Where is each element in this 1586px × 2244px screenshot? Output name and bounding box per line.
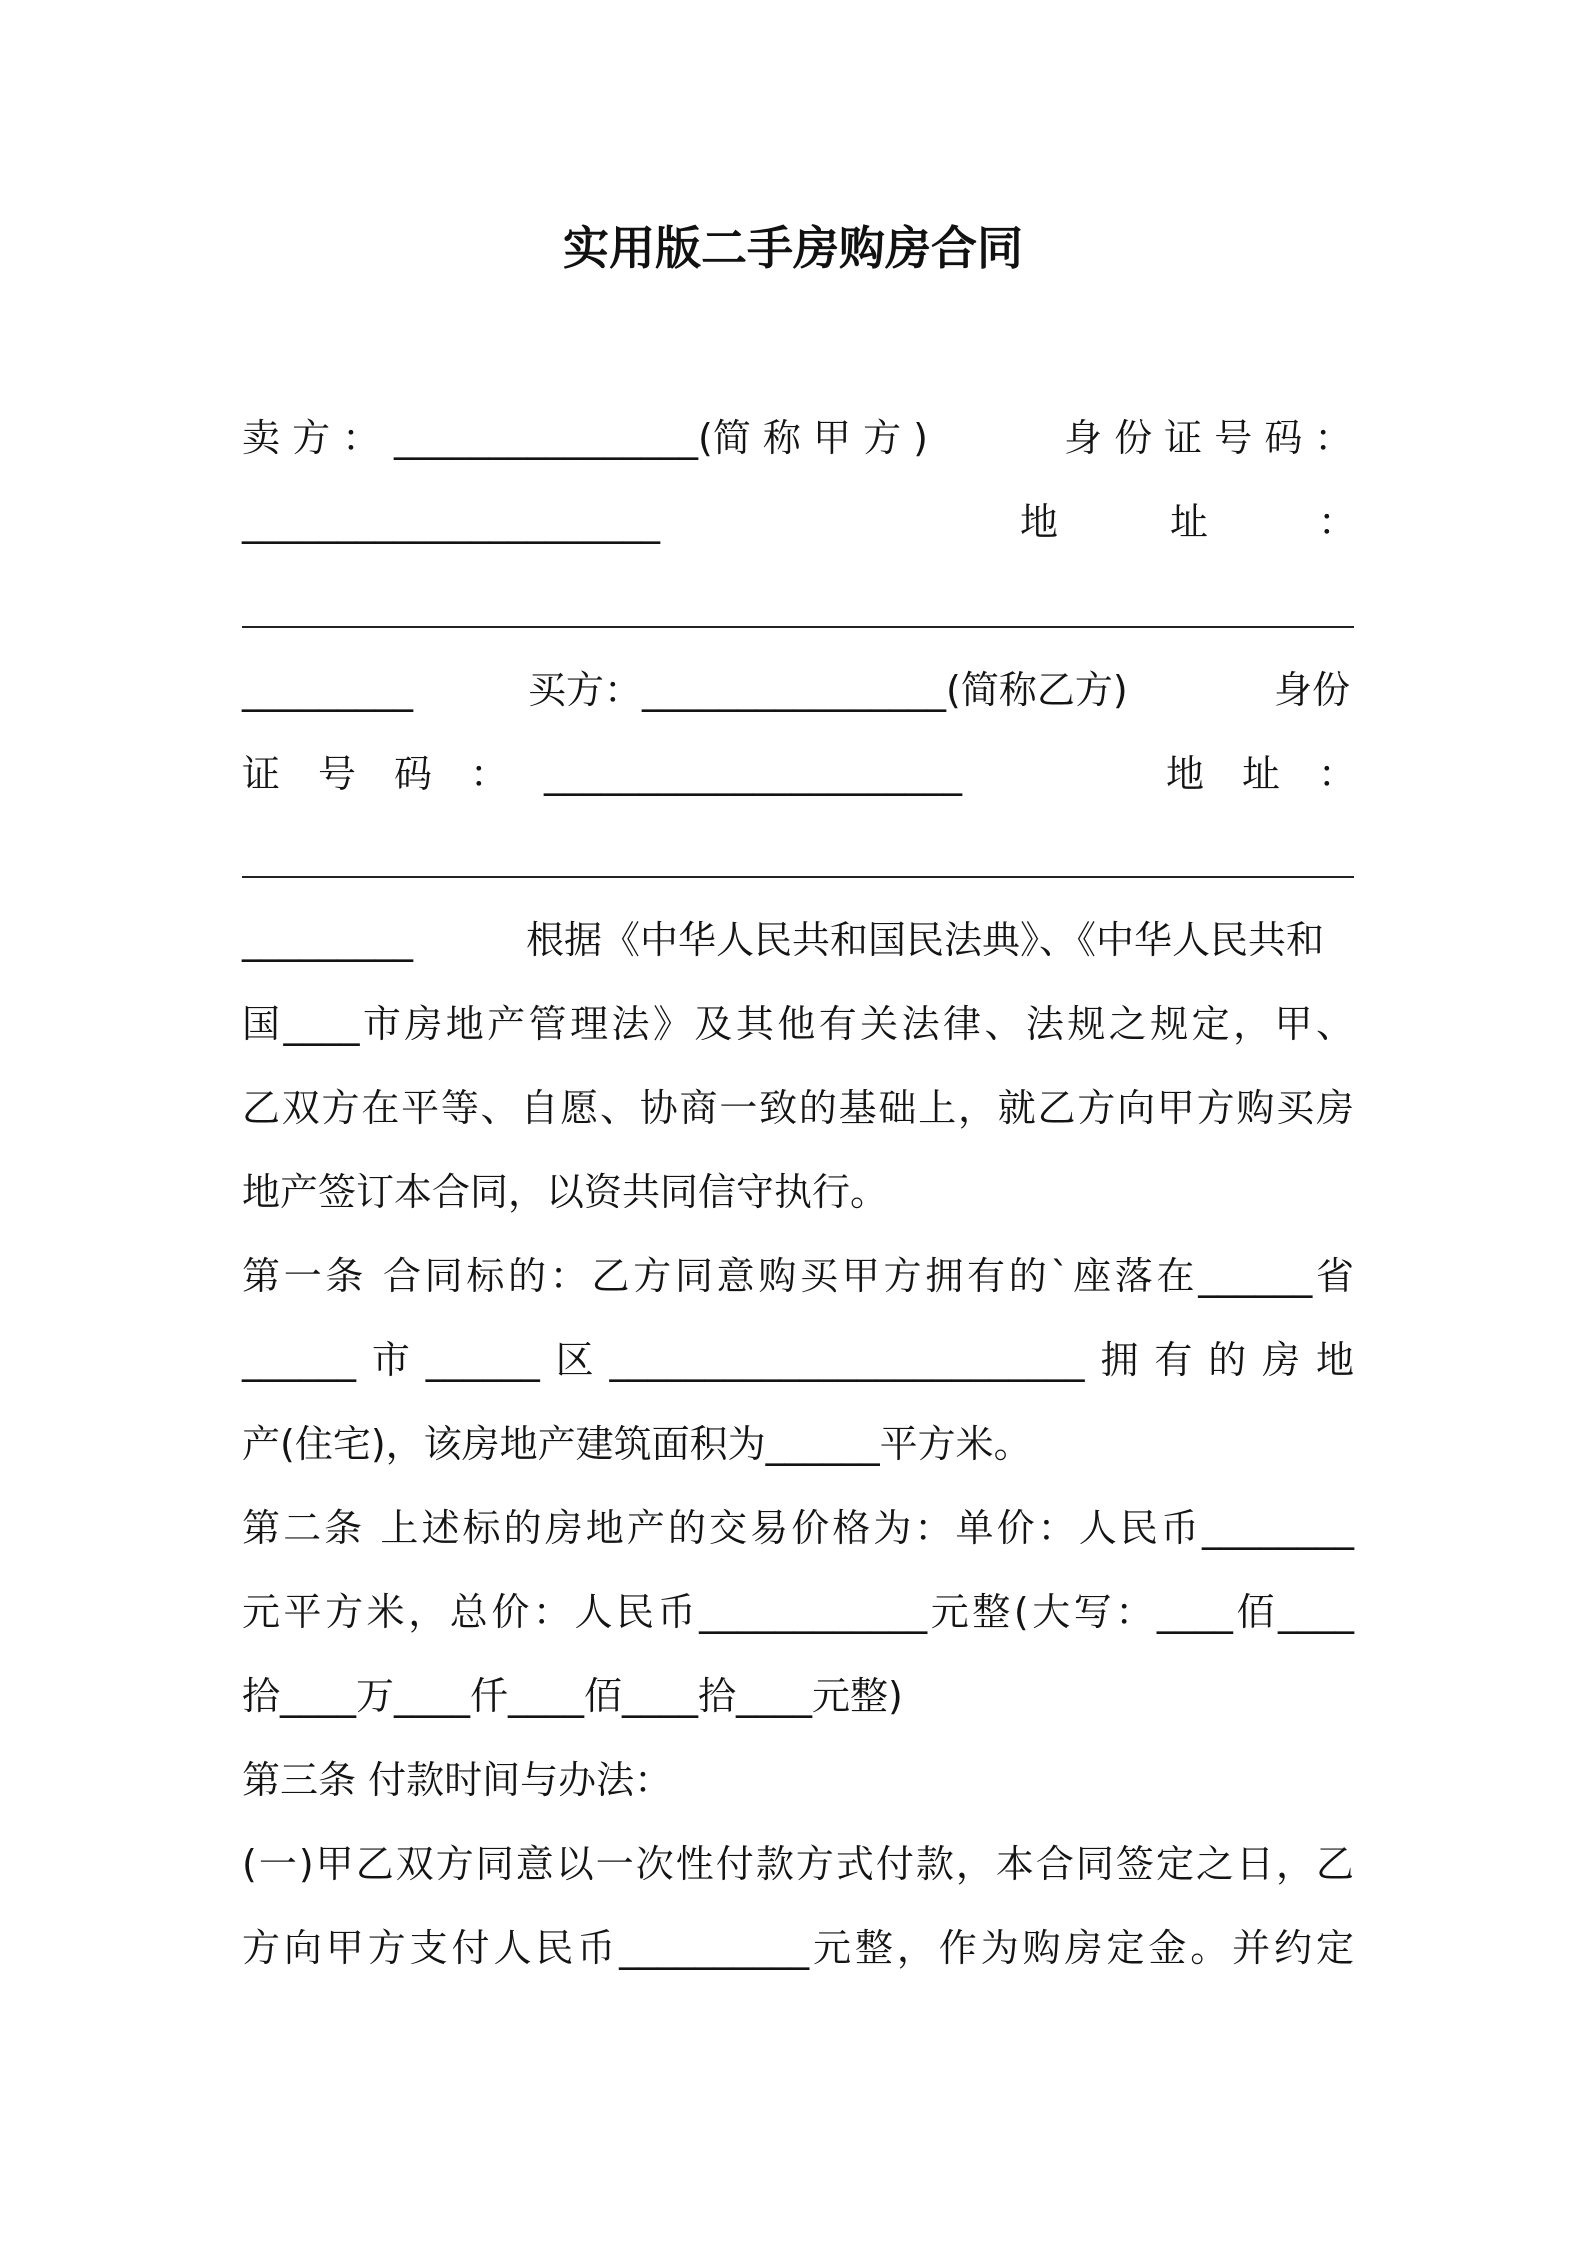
article-2-text-3: 拾____万____仟____佰____拾____元整) <box>242 1674 903 1718</box>
seller-id-blank: ______________________ <box>242 500 660 544</box>
preamble-text-start: 根据《中华人民共和国民法典》、《中华人民共和 <box>526 918 1325 962</box>
preamble-line-1 <box>242 910 1354 970</box>
address-label-colon: ： <box>1318 500 1357 544</box>
article-1-line-1 <box>242 1246 1354 1306</box>
preamble-text-4: 地产签订本合同，以资共同信守执行。 <box>242 1170 889 1214</box>
article-1-text-1: 第一条 合同标的：乙方同意购买甲方拥有的`座落在______省 <box>242 1254 1354 1298</box>
article-2-line-2 <box>242 1582 1354 1642</box>
article-1-line-2 <box>242 1330 1354 1390</box>
buyer-id-label-end: 证 号 码 ： <box>242 752 509 796</box>
article-1-text-2: ______市______区_________________________拥有的房地 <box>242 1338 1354 1382</box>
article-1-line-3 <box>242 1414 1354 1474</box>
preamble-line-3 <box>242 1078 1354 1138</box>
article-3-line-2 <box>242 1918 1354 1978</box>
article-3-line-1 <box>242 1834 1354 1894</box>
preamble-text-2: 国____市房地产管理法》及其他有关法律、法规之规定，甲、 <box>242 1002 1354 1046</box>
preamble-text-3: 乙双方在平等、自愿、协商一致的基础上，就乙方向甲方购买房 <box>242 1086 1354 1130</box>
address-label-di: 地 <box>1020 500 1059 544</box>
buyer-label: 买方：________________(简称乙方) <box>528 668 1128 712</box>
seller-name-blank: ________________(简 称 甲 方 ) <box>394 416 928 460</box>
article-3-heading: 第三条 付款时间与办法： <box>242 1758 673 1802</box>
article-3-heading-line <box>242 1750 1354 1810</box>
address-label-zhi: 址 <box>1170 500 1209 544</box>
preamble-line-4 <box>242 1162 1354 1222</box>
buyer-address-blank <box>242 876 1354 878</box>
article-2-text-1: 第二条 上述标的房地产的交易价格为：单价：人民币________ <box>242 1506 1354 1550</box>
article-2-text-2: 元平方米，总价：人民币____________元整(大写：____佰____ <box>242 1590 1354 1634</box>
article-1-text-3: 产(住宅)，该房地产建筑面积为______平方米。 <box>242 1422 1032 1466</box>
document-title: 实用版二手房购房合同 <box>563 221 1023 275</box>
buyer-id-label-start: 身份 <box>1274 668 1351 712</box>
seller-address-blank <box>242 626 1354 628</box>
preamble-line-2 <box>242 994 1354 1054</box>
article-2-line-1 <box>242 1498 1354 1558</box>
buyer-line <box>242 660 1354 720</box>
seller-address-blank-end: _________ <box>242 668 413 712</box>
buyer-address-blank-end: _________ <box>242 918 413 962</box>
article-3-text-1: (一)甲乙双方同意以一次性付款方式付款，本合同签定之日，乙 <box>242 1842 1354 1886</box>
buyer-id-address-line <box>242 744 1357 804</box>
buyer-id-blank: ______________________ <box>544 752 962 796</box>
seller-id-label: 身 份 证 号 码 ： <box>1064 416 1353 460</box>
article-2-line-3 <box>242 1666 1354 1726</box>
seller-id-address-line <box>242 492 1357 552</box>
buyer-address-label: 地 址 ： <box>1166 752 1357 796</box>
seller-line <box>242 408 1354 468</box>
article-3-text-2: 方向甲方支付人民币__________元整，作为购房定金。并约定 <box>242 1926 1354 1970</box>
seller-label: 卖 方 ： <box>242 416 381 460</box>
